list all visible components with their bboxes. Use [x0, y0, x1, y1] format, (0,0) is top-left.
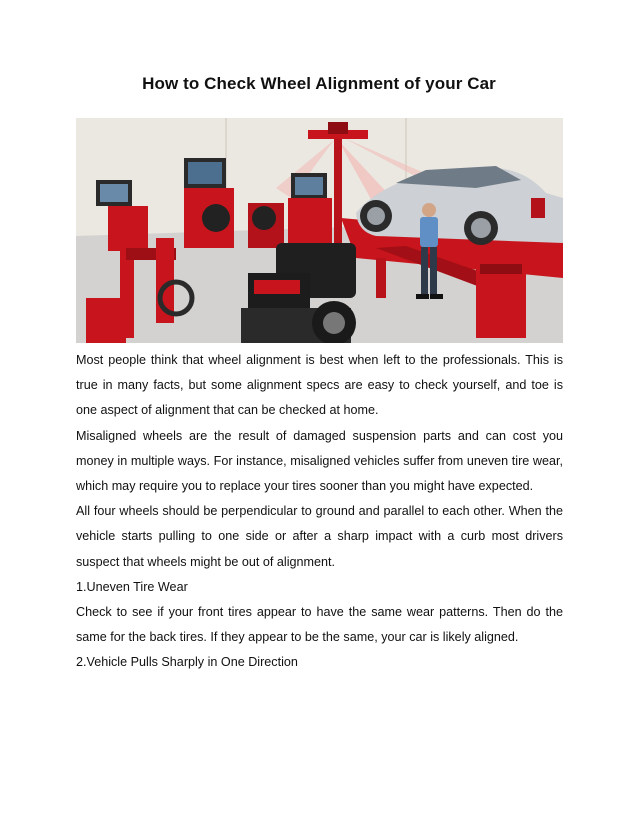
heading-vehicle-pulls: 2.Vehicle Pulls Sharply in One Direction — [76, 655, 298, 670]
paragraph-check-tires: Check to see if your front tires appear to have the same wear patterns. Then do the same for the back tires. If they appear to be the same, your car is likely aligned. — [76, 605, 563, 645]
heading-uneven-tire-wear: 1.Uneven Tire Wear — [76, 579, 188, 594]
alignment-shop-photo — [76, 118, 563, 343]
paragraph-four-wheels: All four wheels should be perpendicular to ground and parallel to each other. When the vehicle starts pulling to one side or after a sharp impact with a curb most drivers suspect that wheels might be out of alignment. — [76, 504, 563, 569]
paragraph-intro: Most people think that wheel alignment is best when left to the professionals. This is true in many facts, but some alignment specs are easy to check yourself, and toe is one aspect of alignment that can be checked at home. — [76, 353, 563, 418]
body-text — [76, 348, 563, 676]
paragraph-misaligned: Misaligned wheels are the result of damaged suspension parts and can cost you money in multiple ways. For instance, misaligned vehicles suffer from uneven tire wear, which may require you to replace your tires sooner than you might have expected. — [76, 428, 563, 494]
document-title: How to Check Wheel Alignment of your Car — [142, 74, 496, 93]
